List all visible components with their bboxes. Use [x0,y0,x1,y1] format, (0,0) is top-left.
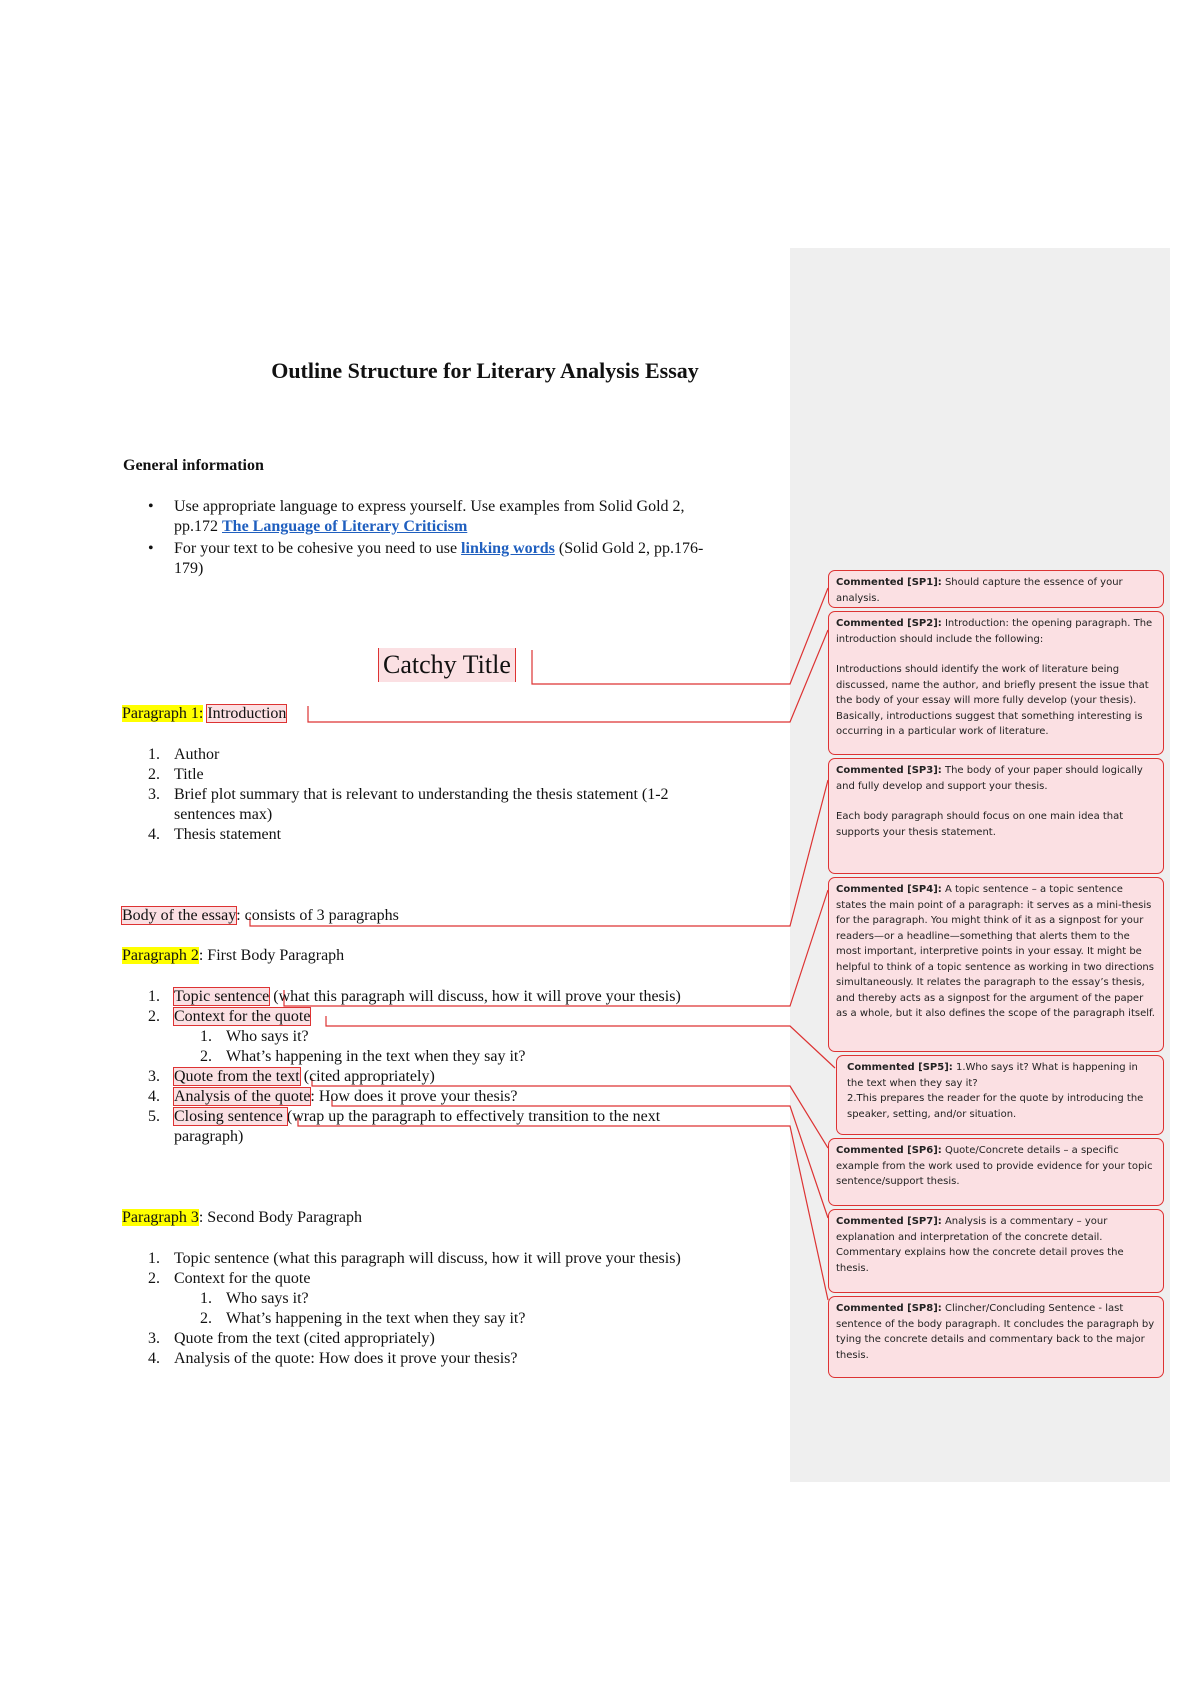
body-of-essay-line: Body of the essay: consists of 3 paragraphs [122,907,399,924]
bullet-2-prefix: For your text to be cohesive you need to use [174,540,462,557]
paragraph-3-heading: Paragraph 3: Second Body Paragraph [122,1209,362,1226]
paragraph-3-label: Paragraph 3 [122,1209,199,1226]
bullet-1-text: Use appropriate language to express yourself. Use examples from Solid Gold 2, [174,498,685,515]
p3-list-item-3: 3. Quote from the text (cited appropriately) [148,1330,435,1347]
topic-sentence-anchor: Topic sentence [174,988,270,1005]
p2-list-item-3: 3. Quote from the text (cited appropriately) [148,1068,435,1085]
bullet-item-1 [174,497,685,517]
analysis-of-quote-anchor: Analysis of the quote [174,1088,311,1105]
linking-words-link[interactable]: linking words [461,540,555,557]
p1-list-item-4: 4. Thesis statement [148,826,282,843]
quote-from-text-anchor: Quote from the text [174,1068,300,1085]
bullet-2-suffix: (Solid Gold 2, pp.176- [554,540,704,557]
bullet-item-1-line2 [174,517,467,537]
p3-sub-item-1: 1. Who says it? [200,1290,309,1307]
general-info-heading: General information [123,457,264,474]
p3-list-item-2: 2. Context for the quote [148,1270,311,1287]
paragraph-1-heading [122,704,286,724]
body-of-essay-anchor: Body of the essay [122,907,237,924]
p3-list-item-4: 4. Analysis of the quote: How does it prove your thesis? [148,1350,518,1367]
p3-sub-item-2: 2. What’s happening in the text when they say it? [200,1310,526,1327]
bullet-item-2-line2: 179) [174,560,204,577]
p1-list-item-2: 2. Title [148,766,204,783]
paragraph-2-heading: Paragraph 2: First Body Paragraph [122,947,345,964]
paragraph-1-label: Paragraph 1: [122,705,204,722]
language-of-literary-criticism-link[interactable]: The Language of Literary Criticism [222,518,468,535]
paragraph-2-label: Paragraph 2 [122,947,199,964]
context-for-quote-anchor: Context for the quote [174,1008,311,1025]
p2-sub-item-2: 2. What’s happening in the text when they say it? [200,1048,526,1065]
p1-list-item-3-line2: sentences max) [174,806,273,823]
comment-sp3[interactable]: Commented [SP3]: The body of your paper should logically and fully develop and support your thesis. Each body paragraph should focus on one main idea that supports your thesis statement. [828,758,1164,874]
comment-sp2[interactable]: Commented [SP2]: Introduction: the opening paragraph. The introduction should include the following: Introductions should identify the work of literature being discussed, name the author, and briefly present the issue that the body of your essay will more fully develop (your thesis). Basically, introductions suggest that something interesting is occurring in a particular work of literature. [828,611,1164,755]
introduction-anchor: Introduction [207,705,287,722]
comment-sp4[interactable]: Commented [SP4]: A topic sentence – a topic sentence states the main point of a paragraph: it serves as a mini-thesis for the paragraph. You might think of it as a signpost for your readers—or a headline—something that alerts them to the most important, interpretive points in your essay. It might be helpful to think of a topic sentence as working in two directions simultaneously. It relates the paragraph to the essay’s thesis, and thereby acts as a signpost for the argument of the paper as a whole, but it also defines the scope of the paragraph itself. [828,877,1164,1052]
catchy-title: Catchy Title [378,648,516,682]
closing-sentence-anchor: Closing sentence [174,1108,287,1125]
p1-list-item-1: 1. Author [148,746,220,763]
p2-list-item-1: 1. Topic sentence (what this paragraph will discuss, how it will prove your thesis) [148,988,681,1005]
p2-list-item-5-line2: paragraph) [174,1128,244,1145]
comment-sp5[interactable]: Commented [SP5]: 1.Who says it? What is happening in the text when they say it? 2.This prepares the reader for the quote by introducing the speaker, setting, and/or situation. [836,1055,1164,1135]
comment-sp1[interactable]: Commented [SP1]: Should capture the essence of your analysis. [828,570,1164,608]
p2-list-item-5: 5. Closing sentence (wrap up the paragraph to effectively transition to the next [148,1108,661,1125]
p1-list-item-3: 3. Brief plot summary that is relevant to understanding the thesis statement (1-2 [148,786,669,803]
p2-list-item-4: 4. Analysis of the quote: How does it prove your thesis? [148,1088,518,1105]
comment-sp8[interactable]: Commented [SP8]: Clincher/Concluding Sentence - last sentence of the body paragraph. It concludes the paragraph by tying the concrete details and commentary back to the major thesis. [828,1296,1164,1378]
document-title: Outline Structure for Literary Analysis Essay [271,358,699,383]
bullet-item-2 [174,539,703,559]
comment-sp7[interactable]: Commented [SP7]: Analysis is a commentary – your explanation and interpretation of the concrete detail. Commentary explains how the concrete detail proves the thesis. [828,1209,1164,1293]
p2-sub-item-1: 1. Who says it? [200,1028,309,1045]
p2-list-item-2: 2. Context for the quote [148,1008,311,1025]
p3-list-item-1: 1. Topic sentence (what this paragraph will discuss, how it will prove your thesis) [148,1250,681,1267]
bullet-1-prefix: pp.172 [174,518,222,535]
comment-sp6[interactable]: Commented [SP6]: Quote/Concrete details – a specific example from the work used to provide evidence for your topic sentence/support thesis. [828,1138,1164,1206]
